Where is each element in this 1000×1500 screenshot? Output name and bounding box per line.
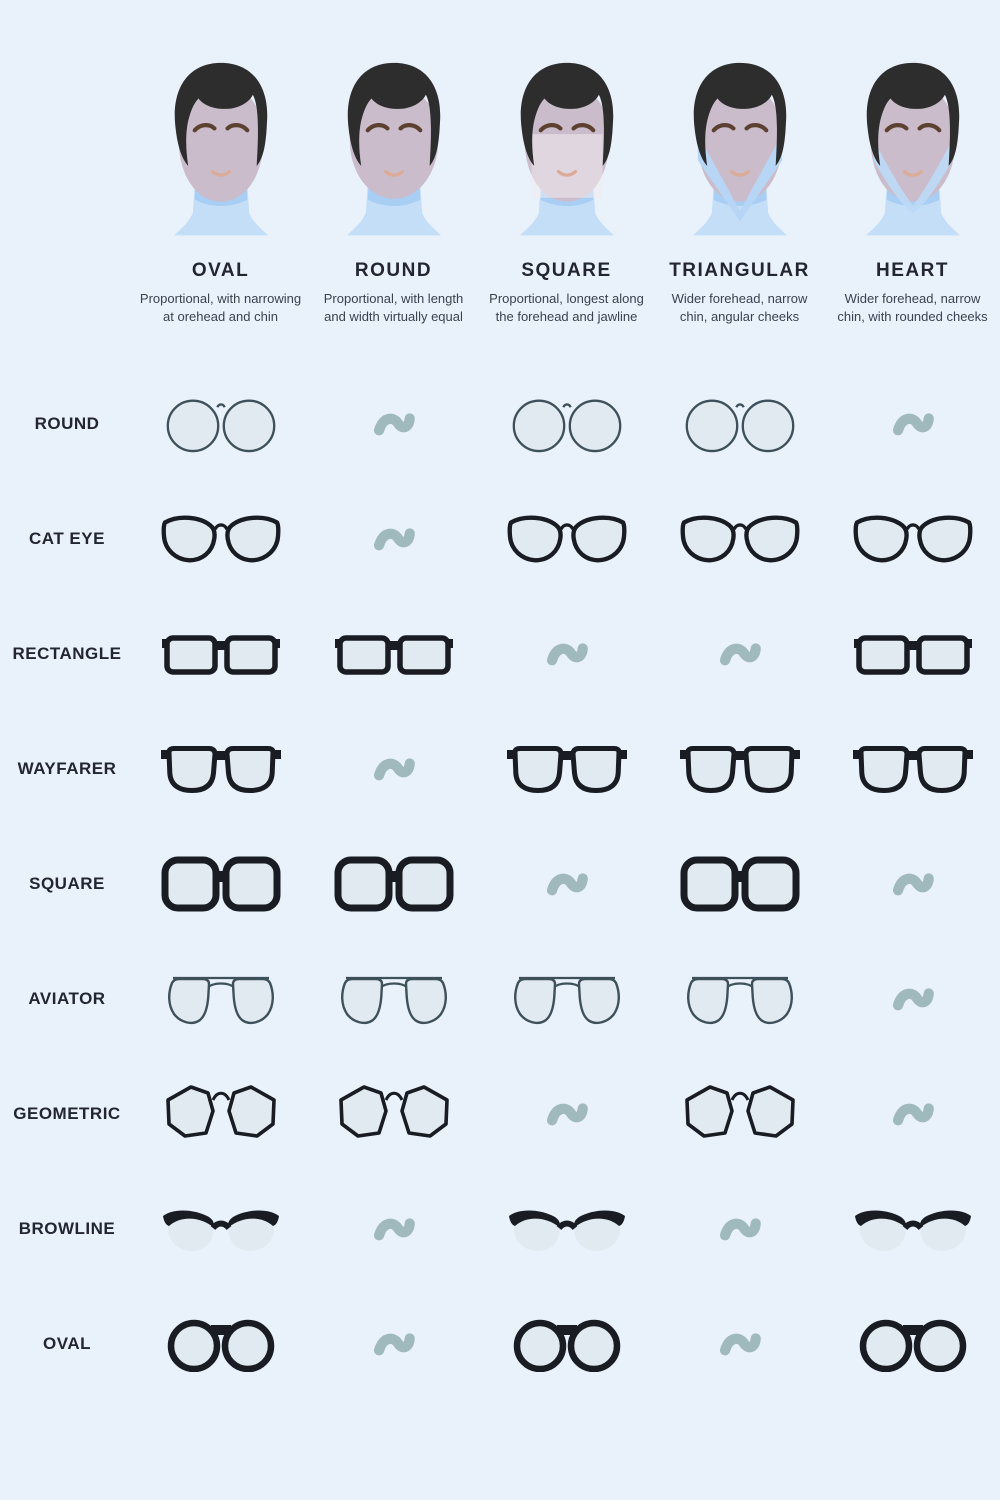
match-cell-browline-heart (826, 1171, 999, 1286)
tilde-icon (545, 636, 589, 672)
match-cell-aviator-heart (826, 941, 999, 1056)
oval-glasses-icon (857, 1316, 969, 1372)
glasses-style-label: GEOMETRIC (13, 1103, 121, 1123)
match-cell-wayfarer-square (480, 711, 653, 826)
match-cell-square-oval (134, 826, 307, 941)
glasses-style-row-square (0, 826, 1000, 941)
tilde-icon (718, 636, 762, 672)
match-cell-wayfarer-heart (826, 711, 999, 826)
match-cell-browline-round (307, 1171, 480, 1286)
round-face-icon (319, 50, 469, 250)
square-glasses-icon (334, 855, 454, 913)
browline-glasses-icon (853, 1203, 973, 1255)
face-shape-description: Wider forehead, narrow chin, with rounded cheeks (837, 291, 988, 325)
match-cell-cat-eye-square (480, 481, 653, 596)
glasses-style-row-aviator (0, 941, 1000, 1056)
round-glasses-icon (511, 392, 623, 456)
match-cell-oval-oval (134, 1286, 307, 1401)
cat-eye-glasses-icon (507, 510, 627, 568)
face-shape-description: Proportional, longest along the forehead and jawline (489, 291, 644, 325)
match-cell-geometric-round (307, 1056, 480, 1171)
match-cell-rectangle-round (307, 596, 480, 711)
match-cell-cat-eye-heart (826, 481, 999, 596)
triangular-face-icon (665, 50, 815, 250)
heart-face-icon (838, 50, 988, 250)
match-cell-square-round (307, 826, 480, 941)
round-glasses-icon (165, 392, 277, 456)
tilde-icon (372, 406, 416, 442)
match-cell-cat-eye-triangular (653, 481, 826, 596)
match-cell-geometric-heart (826, 1056, 999, 1171)
geometric-glasses-icon (163, 1084, 279, 1144)
match-cell-oval-heart (826, 1286, 999, 1401)
geometric-glasses-icon (336, 1084, 452, 1144)
match-cell-rectangle-oval (134, 596, 307, 711)
rectangle-glasses-icon (334, 629, 454, 679)
match-cell-square-triangular (653, 826, 826, 941)
wayfarer-glasses-icon (507, 743, 627, 795)
wayfarer-glasses-icon (853, 743, 973, 795)
frame-match-grid (0, 366, 1000, 1401)
match-cell-round-heart (826, 366, 999, 481)
glasses-style-label: WAYFARER (17, 758, 117, 778)
glasses-style-label: RECTANGLE (12, 643, 122, 663)
cat-eye-glasses-icon (680, 510, 800, 568)
tilde-icon (718, 1211, 762, 1247)
match-cell-wayfarer-triangular (653, 711, 826, 826)
match-cell-browline-square (480, 1171, 653, 1286)
match-cell-round-square (480, 366, 653, 481)
face-shape-name: ROUND (354, 260, 433, 281)
match-cell-round-oval (134, 366, 307, 481)
face-shape-column-round (307, 50, 480, 326)
tilde-icon (545, 866, 589, 902)
glasses-style-label: BROWLINE (18, 1218, 116, 1238)
face-shape-header (0, 0, 1000, 326)
face-shape-name: SQUARE (521, 260, 612, 281)
glasses-style-label: ROUND (34, 413, 100, 433)
match-cell-geometric-oval (134, 1056, 307, 1171)
match-cell-square-square (480, 826, 653, 941)
match-cell-aviator-triangular (653, 941, 826, 1056)
match-cell-round-round (307, 366, 480, 481)
wayfarer-glasses-icon (680, 743, 800, 795)
square-glasses-icon (161, 855, 281, 913)
square-glasses-icon (680, 855, 800, 913)
glasses-style-label: SQUARE (29, 873, 105, 893)
match-cell-aviator-oval (134, 941, 307, 1056)
browline-glasses-icon (161, 1203, 281, 1255)
glasses-style-label: AVIATOR (28, 988, 106, 1008)
face-shape-description: Wider forehead, narrow chin, angular cheeks (671, 291, 808, 325)
rectangle-glasses-icon (161, 629, 281, 679)
tilde-icon (372, 1211, 416, 1247)
oval-glasses-icon (165, 1316, 277, 1372)
tilde-icon (891, 1096, 935, 1132)
match-cell-oval-square (480, 1286, 653, 1401)
face-shape-name: OVAL (191, 260, 250, 281)
match-cell-square-heart (826, 826, 999, 941)
tilde-icon (891, 981, 935, 1017)
match-cell-wayfarer-round (307, 711, 480, 826)
face-shape-column-oval (134, 50, 307, 326)
aviator-glasses-icon (336, 971, 452, 1027)
match-cell-rectangle-heart (826, 596, 999, 711)
glasses-style-row-browline (0, 1171, 1000, 1286)
geometric-glasses-icon (682, 1084, 798, 1144)
face-shape-description: Proportional, with narrowing at orehead and chin (139, 291, 302, 325)
tilde-icon (891, 406, 935, 442)
wayfarer-glasses-icon (161, 743, 281, 795)
face-shape-name: HEART (876, 260, 949, 281)
browline-glasses-icon (507, 1203, 627, 1255)
rectangle-glasses-icon (853, 629, 973, 679)
match-cell-oval-round (307, 1286, 480, 1401)
glasses-style-row-round (0, 366, 1000, 481)
round-glasses-icon (684, 392, 796, 456)
tilde-icon (545, 1096, 589, 1132)
match-cell-geometric-square (480, 1056, 653, 1171)
match-cell-aviator-square (480, 941, 653, 1056)
match-cell-browline-triangular (653, 1171, 826, 1286)
face-shape-column-triangular (653, 50, 826, 326)
match-cell-browline-oval (134, 1171, 307, 1286)
match-cell-cat-eye-round (307, 481, 480, 596)
oval-face-icon (146, 50, 296, 250)
cat-eye-glasses-icon (161, 510, 281, 568)
tilde-icon (891, 866, 935, 902)
aviator-glasses-icon (509, 971, 625, 1027)
face-shape-column-heart (826, 50, 999, 326)
glasses-style-row-cat-eye (0, 481, 1000, 596)
cat-eye-glasses-icon (853, 510, 973, 568)
tilde-icon (718, 1326, 762, 1362)
glasses-style-label: CAT EYE (29, 528, 105, 548)
aviator-glasses-icon (163, 971, 279, 1027)
match-cell-geometric-triangular (653, 1056, 826, 1171)
glasses-style-row-rectangle (0, 596, 1000, 711)
match-cell-rectangle-square (480, 596, 653, 711)
face-shape-description: Proportional, with length and width virtually equal (323, 291, 464, 325)
match-cell-wayfarer-oval (134, 711, 307, 826)
glasses-style-row-oval (0, 1286, 1000, 1401)
match-cell-round-triangular (653, 366, 826, 481)
glasses-style-row-wayfarer (0, 711, 1000, 826)
tilde-icon (372, 751, 416, 787)
square-face-icon (492, 50, 642, 250)
match-cell-rectangle-triangular (653, 596, 826, 711)
match-cell-oval-triangular (653, 1286, 826, 1401)
face-shape-name: TRIANGULAR (669, 260, 810, 281)
glasses-style-row-geometric (0, 1056, 1000, 1171)
match-cell-cat-eye-oval (134, 481, 307, 596)
aviator-glasses-icon (682, 971, 798, 1027)
oval-glasses-icon (511, 1316, 623, 1372)
face-shape-column-square (480, 50, 653, 326)
glasses-style-label: OVAL (43, 1333, 91, 1353)
tilde-icon (372, 1326, 416, 1362)
tilde-icon (372, 521, 416, 557)
match-cell-aviator-round (307, 941, 480, 1056)
